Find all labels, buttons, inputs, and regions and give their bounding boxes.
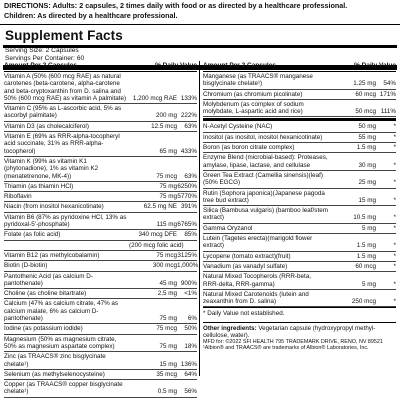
nutrient-amount: 250 mcg	[351, 298, 376, 306]
nutrient-amount: 62.5 mg NE	[143, 203, 177, 211]
serving-size: Serving Size: 2 Capsules	[5, 47, 79, 54]
nutrient-row	[203, 252, 396, 262]
nutrient-amount: 200 mg	[155, 112, 177, 120]
nutrient-row	[203, 171, 396, 189]
left-column-header	[4, 61, 197, 72]
nutrient-row	[203, 189, 396, 207]
nutrient-row	[4, 132, 197, 157]
nutrient-row	[4, 202, 197, 212]
nutrient-daily-value: 64%	[184, 370, 197, 378]
nutrient-daily-value: 171%	[379, 90, 396, 98]
nutrient-amount: (200 mcg folic acid)	[129, 241, 184, 249]
nutrient-name: Vitamin D3 (as cholecalciferol)	[4, 122, 89, 130]
nutrient-amount: 75 mcg	[156, 325, 177, 333]
nutrient-amount: 15 mg	[159, 360, 177, 368]
left-column	[4, 61, 197, 398]
nutrient-row	[4, 324, 197, 334]
left-dv-header: % Daily Value	[155, 62, 197, 69]
nutrient-daily-value: 391%	[180, 203, 197, 211]
nutrient-amount: 60 mcg	[355, 262, 376, 270]
nutrient-amount: 75 mg	[159, 182, 177, 190]
other-ingredients-text: Vegetarian capsule (hydroxypropyl methyl- cellulose, water).	[203, 324, 376, 339]
nutrient-name: Vitamin C (95% as L-ascorbic acid, 5% as ascorbyl palmitate)	[4, 105, 122, 120]
nutrient-name: Vitamin A (50% (600 mcg RAE) as natural carotenes (beta-carotene, alpha-carotene and beta-cryptoxanthin from D. salina and 50% (600 mcg RAE) as vitamin A palmitate)	[4, 73, 127, 102]
nutrient-amount: 35 mcg	[156, 370, 177, 378]
nutrient-row	[4, 289, 197, 299]
nutrient-name: Natural Mixed Carotenoids (lutein and zeaxanthin from D. salina)	[203, 290, 309, 306]
nutrient-row	[203, 262, 396, 272]
nutrient-amount: 75 mg	[159, 342, 177, 350]
right-column-header	[203, 61, 396, 72]
nutrient-name: Choline (as choline bitartrate)	[4, 290, 87, 298]
nutrient-name: Pantothenic Acid (as calcium D-pantothenate)	[4, 272, 93, 287]
supplement-facts-panel	[0, 24, 400, 400]
nutrient-row	[203, 133, 396, 143]
nutrient-row	[203, 290, 396, 308]
nutrient-name: Vitamin E (69% as RRR-alpha-tocopheryl acid succinate, 31% as RRR-alpha-tocopherol)	[4, 133, 120, 155]
nutrient-row	[4, 380, 197, 398]
nutrient-name: Magnesium (50% as magnesium citrate, 50% as magnesium aspartate complex)	[4, 335, 117, 350]
nutrient-name: Iodine (as potassium iodide)	[4, 325, 83, 333]
left-amount-header: Amount Per 2 Capsules	[4, 62, 77, 69]
column-divider	[199, 61, 200, 376]
nutrient-amount: 75 mcg	[156, 251, 177, 259]
nutrient-row	[4, 122, 197, 132]
nutrient-daily-value: 63%	[184, 172, 197, 180]
nutrient-row	[4, 72, 197, 104]
nutrient-daily-value: 85%	[184, 231, 197, 239]
nutrient-amount: 5 mg	[362, 280, 376, 288]
nutrient-daily-value: 6250%	[177, 182, 197, 190]
nutrient-daily-value: 5770%	[177, 193, 197, 201]
nutrient-amount: 1.25 mg	[353, 80, 376, 88]
nutrient-row	[4, 104, 197, 122]
nutrient-daily-value: *	[393, 298, 396, 306]
nutrient-daily-value: *	[393, 179, 396, 187]
nutrient-daily-value: *	[393, 144, 396, 152]
nutrient-name: Silica (Bambusa vulgaris) (bamboo leaf/stem extract)	[203, 207, 328, 222]
nutrient-daily-value: 111%	[380, 108, 396, 116]
nutrient-name: Vitamin B6 (87% as pyridoxine HCl, 13% as pyridoxal-5'-phosphate)	[4, 213, 127, 229]
nutrient-row	[203, 206, 396, 224]
nutrient-row	[4, 230, 197, 240]
nutrient-amount: 12.5 mcg	[151, 122, 177, 130]
nutrient-daily-value: 1,000%	[177, 262, 199, 270]
nutrient-daily-value: 56%	[184, 388, 197, 396]
other-ingredients-label: Other ingredients:	[203, 324, 257, 332]
nutrient-row	[203, 272, 396, 290]
nutrient-daily-value: *	[393, 242, 396, 250]
nutrient-row	[4, 213, 197, 231]
nutrient-name: Folate (as folic acid)	[4, 231, 61, 239]
nutrient-amount: 2.5 mg	[157, 290, 177, 298]
nutrient-name: Natural Mixed Tocopherols (RRR-beta, RRR-delta, RRR-gamma)	[203, 273, 312, 288]
nutrient-amount: 5 mg	[362, 224, 376, 232]
nutrient-daily-value: 18%	[184, 342, 197, 350]
right-rows-a	[203, 72, 396, 117]
nutrient-daily-value: 3125%	[177, 251, 197, 259]
nutrient-amount: 75 mcg	[156, 172, 177, 180]
nutrient-daily-value: 63%	[184, 122, 197, 130]
right-thick-rule	[203, 118, 396, 121]
nutrient-name: Lycopene (tomato extract)(fruit)	[203, 252, 291, 260]
nutrient-name: Zinc (as TRAACS® zinc bisglycinate chelate¹)	[4, 353, 106, 368]
nutrient-daily-value: *	[393, 224, 396, 232]
nutrient-amount: 75 mg	[159, 315, 177, 323]
nutrient-name: Vitamin K (99% as vitamin K1 (phytonadione), 1% as vitamin K2 (menatetrenone, MK-4))	[4, 157, 99, 180]
nutrient-name: Molybdenum (as complex of sodium molybdate, L-aspartic acid and rice)	[203, 100, 304, 116]
nutrient-row	[4, 352, 197, 370]
nutrient-daily-value: 136%	[180, 360, 197, 368]
nutrient-name: Enzyme Blend (microbial-based): Proteases, amylase, lipase, lactase, and cellulase	[203, 154, 328, 169]
nutrient-amount: 65 mg	[159, 147, 177, 155]
nutrient-name: Inositol (as inositol, inositol hexanicotinate)	[203, 133, 323, 141]
nutrient-row	[203, 90, 396, 100]
nutrient-row	[4, 182, 197, 192]
nutrient-daily-value: *	[393, 161, 396, 169]
nutrient-name: Niacin (from inositol hexanicotinate)	[4, 203, 104, 211]
right-amount-header: Amount Per 2 Capsules	[203, 62, 276, 69]
nutrient-amount: 115 mg	[156, 221, 177, 229]
nutrient-daily-value: 900%	[180, 279, 197, 287]
nutrient-daily-value: *	[393, 133, 396, 141]
nutrient-amount: 1.5 mg	[356, 242, 376, 250]
nutrient-amount: 55 mg	[358, 133, 376, 141]
nutrient-amount: 50 mg	[358, 123, 376, 131]
nutrient-amount: 15 mg	[358, 196, 376, 204]
nutrient-name: Thiamin (as thiamin HCl)	[4, 182, 74, 190]
nutrient-row	[4, 241, 197, 251]
nutrient-name: Manganese (as TRAACS® manganese bisglycinate chelate¹)	[203, 73, 313, 88]
nutrient-amount: 60 mcg	[355, 90, 376, 98]
nutrient-amount: 1.5 mg	[356, 252, 376, 260]
nutrient-amount: 25 mg	[358, 179, 376, 187]
nutrient-row	[203, 122, 396, 132]
nutrient-row	[4, 157, 197, 182]
nutrient-name: Selenium (as methylselenocysteine)	[4, 370, 105, 378]
nutrient-name: Boron (as boron citrate complex)	[203, 144, 295, 152]
left-rows	[4, 72, 197, 398]
nutrient-amount: 30 mg	[358, 161, 376, 169]
nutrient-row	[4, 272, 197, 290]
right-column	[203, 61, 396, 352]
nutrient-name: Riboflavin	[4, 193, 32, 201]
servings-per-container: Servings Per Container: 60	[5, 55, 85, 62]
nutrient-daily-value: 222%	[180, 112, 197, 120]
nutrient-daily-value: *	[393, 252, 396, 260]
nutrient-name: Vanadium (as vanadyl sulfate)	[203, 262, 288, 270]
nutrient-row	[203, 143, 396, 153]
nutrient-daily-value: *	[393, 123, 396, 131]
nutrient-name: Calcium (47% as calcium citrate, 47% as calcium malate, 6% as calcium D-pantothenate)	[4, 300, 119, 323]
nutrient-name: Gamma Oryzanol	[203, 224, 253, 232]
nutrient-name: N-Acetyl Cysteine (NAC)	[203, 123, 273, 131]
nutrient-daily-value: 6765%	[177, 221, 197, 229]
nutrient-amount: 0.5 mg	[157, 388, 177, 396]
nutrient-name: Copper (as TRAACS® copper bisglycinate chelate¹)	[4, 381, 123, 396]
directions	[0, 0, 400, 24]
nutrient-name: Biotin (D-biotin)	[4, 262, 48, 270]
panel-title: Supplement Facts	[5, 28, 123, 43]
mfd-line: MFD for: ©2022 SFI HEALTH 795 TRADEMARK DRIVE, RENO, NV 89521	[203, 339, 383, 346]
nutrient-daily-value: 6%	[187, 315, 197, 323]
nutrient-daily-value: *	[393, 262, 396, 270]
nutrient-name: Green Tea Extract (Camellia sinensis)(leaf) (50% EGCG)	[203, 171, 323, 187]
right-rows-b	[203, 122, 396, 307]
nutrient-amount: 10.5 mg	[353, 214, 376, 222]
nutrient-daily-value: <1%	[184, 290, 197, 298]
footnote: * Daily Value not established.	[203, 307, 396, 317]
directions-line-2: Children: As directed by a healthcare professional.	[4, 11, 178, 20]
nutrient-row	[4, 192, 197, 202]
nutrient-row	[4, 299, 197, 324]
nutrient-daily-value: 50%	[184, 325, 197, 333]
nutrient-row	[4, 335, 197, 353]
nutrient-name: Rutin (Sophora japonica)(Japanese pagoda tree bud extract)	[203, 189, 325, 204]
albion-trademark: ¹Albion® and TRAACS® are trademarks of Albion® Laboratories, Inc.	[203, 345, 369, 352]
directions-line-1: DIRECTIONS: Adults: 2 capsules, 2 times daily with food or as directed by a healthcare professional.	[4, 1, 348, 10]
right-dv-header: % Daily Value	[354, 62, 396, 69]
nutrient-row	[203, 100, 396, 118]
other-ingredients	[203, 322, 396, 339]
nutrient-amount: 300 mcg	[152, 262, 177, 270]
nutrient-amount: 45 mg	[159, 279, 177, 287]
nutrient-row	[203, 153, 396, 171]
nutrient-name: Chromium (as chromium picolinate)	[203, 90, 303, 98]
nutrient-row	[4, 370, 197, 380]
nutrient-daily-value: 133%	[180, 94, 197, 102]
nutrient-amount: 1.5 mg	[356, 144, 376, 152]
nutrient-name: Lutein (Tagetes erecta)(marigold flower extract)	[203, 235, 313, 250]
nutrient-row	[203, 224, 396, 234]
nutrient-row	[203, 72, 396, 90]
nutrient-daily-value: *	[393, 214, 396, 222]
nutrient-row	[4, 261, 197, 271]
nutrient-daily-value: *	[393, 280, 396, 288]
nutrient-daily-value: 433%	[180, 147, 197, 155]
nutrient-row	[4, 251, 197, 261]
nutrient-amount: 75 mg	[159, 193, 177, 201]
nutrient-name: Vitamin B12 (as methylcobalamin)	[4, 251, 100, 259]
nutrient-amount: 50 mcg	[355, 108, 376, 116]
nutrient-amount: 340 mcg DFE	[138, 231, 177, 239]
nutrient-daily-value: *	[393, 196, 396, 204]
nutrient-amount: 1,200 mcg RAE	[132, 94, 177, 102]
nutrient-row	[203, 234, 396, 252]
nutrient-daily-value: 54%	[383, 80, 396, 88]
